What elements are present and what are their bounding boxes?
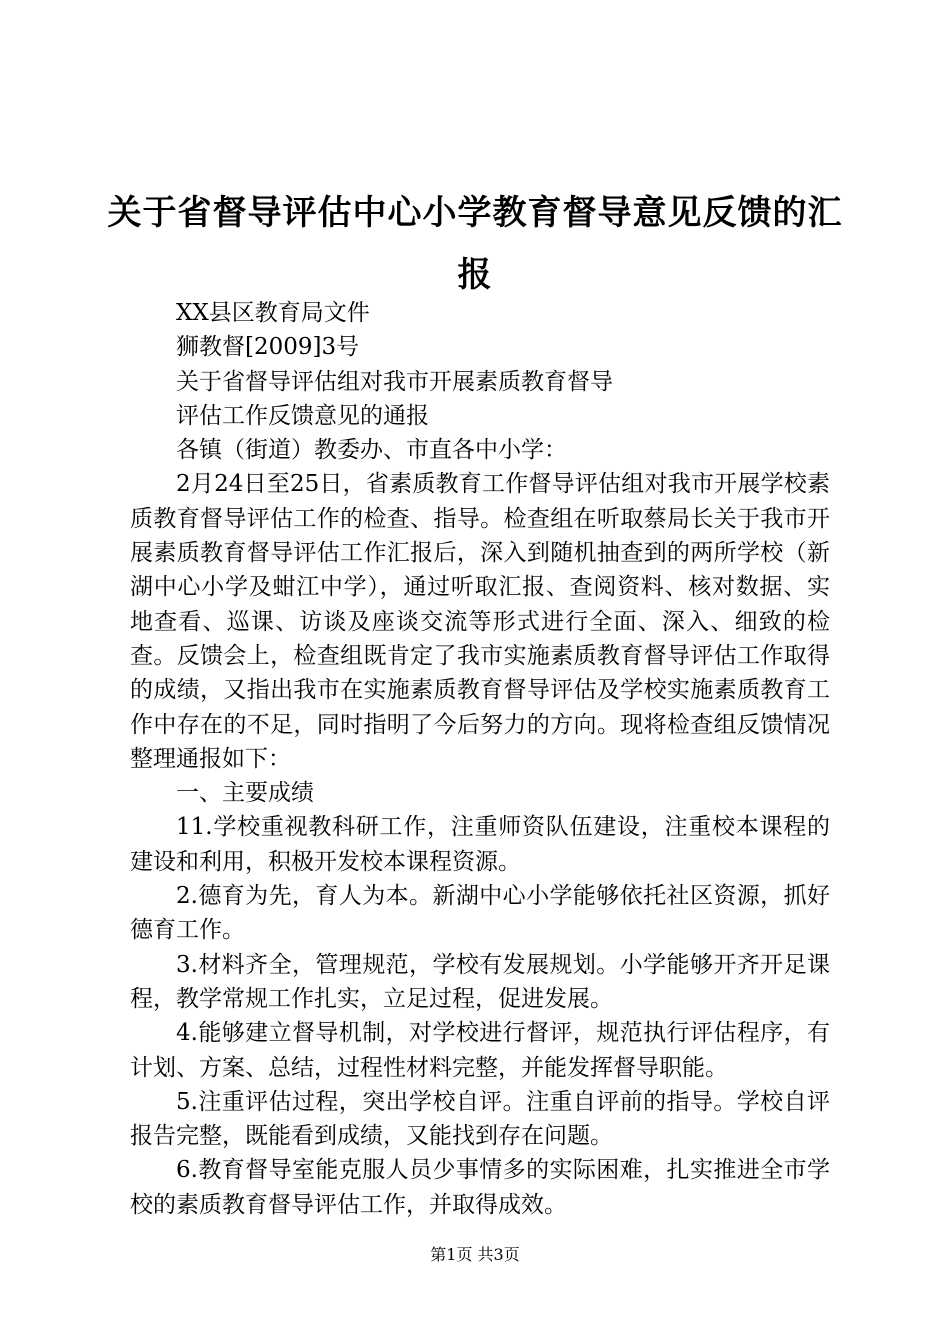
notice-title-line-1: 关于省督导评估组对我市开展素质教育督导 [176,368,613,395]
achievement-item-2: 2.德育为先，育人为本。新湖中心小学能够依托社区资源，抓好德育工作。 [130,883,830,944]
recipients-line: 各镇（街道）教委办、市直各中小学： [176,437,567,464]
achievement-item-3: 3.材料齐全，管理规范，学校有发展规划。小学能够开齐开足课程，教学常规工作扎实，立足过程，促进发展。 [130,951,830,1012]
achievement-item-5: 5.注重评估过程，突出学校自评。注重自评前的指导。学校自评报告完整，既能看到成绩，又能找到存在问题。 [130,1088,830,1150]
page-indicator: 第1页 共3页 [430,1245,520,1264]
section-heading: 一、主要成绩 [176,780,314,807]
issuer-line: XX县区教育局文件 [176,300,370,326]
document-title: 关于省督导评估中心小学教育督导意见反馈的汇报 [107,193,843,295]
intro-paragraph: 2月24日至25日，省素质教育工作督导评估组对我市开展学校素质教育督导评估工作的检查、指导。检查组在听取蔡局长关于我市开展素质教育督导评估工作汇报后，深入到随机抽查到的两所学校（新湖中心小学及蚶江中学），通过听取汇报、查阅资料、核对数据、实地查看、巡课、访谈及座谈交流等形式进行全面、深入、细致的检查。反馈会上，检查组既肯定了我市实施素质教育督导评估工作取得的成绩，又指出我市在实施素质教育督导评估及学校实施素质教育工作中存在的不足，同时指明了今后努力的方向。现将检查组反馈情况整理通报如下： [130,471,830,772]
notice-title-line-2: 评估工作反馈意见的通报 [176,402,429,429]
document-body [130,296,830,1222]
achievement-item-1: 11.学校重视教科研工作，注重师资队伍建设，注重校本课程的建设和利用，积极开发校本课程资源。 [130,814,830,875]
achievement-item-6: 6.教育督导室能克服人员少事情多的实际困难，扎实推进全市学校的素质教育督导评估工作，并取得成效。 [130,1157,830,1218]
document-number: 狮教督[2009]3号 [176,334,360,361]
achievement-item-4: 4.能够建立督导机制，对学校进行督评，规范执行评估程序，有计划、方案、总结，过程性材料完整，并能发挥督导职能。 [130,1020,830,1081]
